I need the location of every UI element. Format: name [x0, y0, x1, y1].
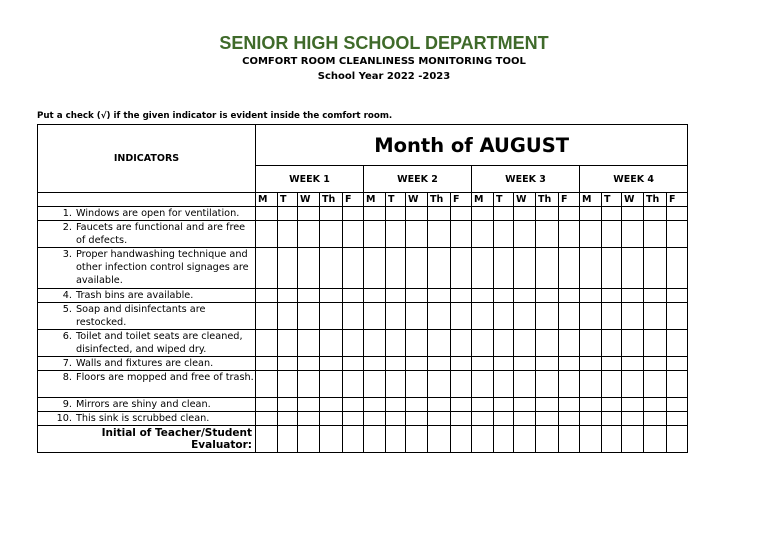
- check-cell[interactable]: [406, 357, 428, 371]
- initial-cell[interactable]: [559, 426, 580, 453]
- check-cell[interactable]: [406, 303, 428, 330]
- check-cell[interactable]: [256, 303, 278, 330]
- check-cell[interactable]: [406, 289, 428, 303]
- check-cell[interactable]: [559, 412, 580, 426]
- check-cell[interactable]: [559, 330, 580, 357]
- check-cell[interactable]: [278, 207, 298, 221]
- check-cell[interactable]: [472, 248, 494, 289]
- indicator-row: [38, 371, 688, 398]
- check-cell[interactable]: [644, 330, 667, 357]
- check-cell[interactable]: [580, 221, 602, 248]
- check-cell[interactable]: [622, 330, 644, 357]
- day-header-w4-m: M: [580, 193, 602, 207]
- check-cell[interactable]: [514, 398, 536, 412]
- check-cell[interactable]: [667, 357, 688, 371]
- indicator-text: Floors are mopped and free of trash.: [76, 372, 254, 383]
- check-cell[interactable]: [278, 289, 298, 303]
- indicator-cell: [38, 248, 256, 289]
- check-cell[interactable]: [386, 412, 406, 426]
- check-cell[interactable]: [364, 398, 386, 412]
- day-header-w3-th: Th: [536, 193, 559, 207]
- day-header-w1-f: F: [343, 193, 364, 207]
- check-cell[interactable]: [644, 398, 667, 412]
- check-cell[interactable]: [559, 221, 580, 248]
- check-cell[interactable]: [278, 357, 298, 371]
- initial-cell[interactable]: [278, 426, 298, 453]
- tool-subtitle: COMFORT ROOM CLEANLINESS MONITORING TOOL: [242, 56, 526, 67]
- check-cell[interactable]: [622, 412, 644, 426]
- check-cell[interactable]: [667, 330, 688, 357]
- check-cell[interactable]: [406, 330, 428, 357]
- check-cell[interactable]: [364, 303, 386, 330]
- check-cell[interactable]: [428, 221, 451, 248]
- week-header-2: WEEK 2: [364, 166, 472, 193]
- check-cell[interactable]: [343, 330, 364, 357]
- check-cell[interactable]: [667, 412, 688, 426]
- check-cell[interactable]: [559, 207, 580, 221]
- check-cell[interactable]: [256, 357, 278, 371]
- initial-cell[interactable]: [343, 426, 364, 453]
- check-cell[interactable]: [320, 303, 343, 330]
- check-cell[interactable]: [514, 221, 536, 248]
- check-cell[interactable]: [256, 207, 278, 221]
- check-cell[interactable]: [451, 330, 472, 357]
- check-cell[interactable]: [472, 412, 494, 426]
- check-cell[interactable]: [536, 330, 559, 357]
- indicator-cell: [38, 330, 256, 357]
- initial-cell[interactable]: [514, 426, 536, 453]
- check-cell[interactable]: [602, 357, 622, 371]
- check-cell[interactable]: [644, 207, 667, 221]
- check-cell[interactable]: [536, 412, 559, 426]
- check-cell[interactable]: [278, 371, 298, 398]
- day-header-w1-t: T: [278, 193, 298, 207]
- evaluator-row: [38, 426, 688, 453]
- indicator-number: 9.: [62, 399, 72, 410]
- day-header-w1-th: Th: [320, 193, 343, 207]
- initial-cell[interactable]: [644, 426, 667, 453]
- indicator-number: 6.: [62, 331, 72, 342]
- check-cell[interactable]: [472, 221, 494, 248]
- check-cell[interactable]: [536, 371, 559, 398]
- indicator-row: [38, 207, 688, 221]
- check-cell[interactable]: [298, 398, 320, 412]
- check-cell[interactable]: [536, 303, 559, 330]
- check-cell[interactable]: [364, 357, 386, 371]
- day-row-spacer: [38, 193, 256, 207]
- indicator-cell: [38, 357, 256, 371]
- check-cell[interactable]: [428, 248, 451, 289]
- check-cell[interactable]: [298, 303, 320, 330]
- check-cell[interactable]: [386, 330, 406, 357]
- check-cell[interactable]: [580, 371, 602, 398]
- check-cell[interactable]: [580, 330, 602, 357]
- check-cell[interactable]: [644, 303, 667, 330]
- check-cell[interactable]: [451, 207, 472, 221]
- indicator-text: Walls and fixtures are clean.: [76, 358, 214, 369]
- check-cell[interactable]: [256, 248, 278, 289]
- indicator-text: This sink is scrubbed clean.: [76, 413, 210, 424]
- check-cell[interactable]: [278, 398, 298, 412]
- check-cell[interactable]: [406, 207, 428, 221]
- check-cell[interactable]: [622, 289, 644, 303]
- check-cell[interactable]: [644, 412, 667, 426]
- day-header-w2-m: M: [364, 193, 386, 207]
- check-cell[interactable]: [428, 207, 451, 221]
- check-cell[interactable]: [320, 398, 343, 412]
- check-cell[interactable]: [343, 289, 364, 303]
- indicator-number: 1.: [62, 208, 72, 219]
- month-header: Month of AUGUST: [256, 125, 688, 166]
- initial-cell[interactable]: [406, 426, 428, 453]
- check-cell[interactable]: [256, 412, 278, 426]
- check-cell[interactable]: [406, 221, 428, 248]
- initial-cell[interactable]: [451, 426, 472, 453]
- check-cell[interactable]: [256, 371, 278, 398]
- check-cell[interactable]: [320, 371, 343, 398]
- indicator-row: [38, 357, 688, 371]
- check-cell[interactable]: [256, 330, 278, 357]
- day-header-w4-f: F: [667, 193, 688, 207]
- check-cell[interactable]: [364, 330, 386, 357]
- day-header-w3-m: M: [472, 193, 494, 207]
- initial-cell[interactable]: [622, 426, 644, 453]
- check-cell[interactable]: [536, 357, 559, 371]
- check-cell[interactable]: [343, 248, 364, 289]
- check-cell[interactable]: [298, 330, 320, 357]
- check-cell[interactable]: [406, 398, 428, 412]
- indicator-row: [38, 221, 688, 248]
- indicator-cell: [38, 303, 256, 330]
- day-header-w1-w: W: [298, 193, 320, 207]
- check-cell[interactable]: [451, 412, 472, 426]
- check-cell[interactable]: [386, 303, 406, 330]
- indicator-text: Toilet and toilet seats are cleaned, disinfected, and wiped dry.: [76, 331, 243, 355]
- indicator-cell: [38, 412, 256, 426]
- monitoring-table: [37, 124, 688, 453]
- check-cell[interactable]: [602, 330, 622, 357]
- check-cell[interactable]: [580, 303, 602, 330]
- check-cell[interactable]: [580, 412, 602, 426]
- check-cell[interactable]: [622, 398, 644, 412]
- indicator-number: 4.: [62, 290, 72, 301]
- check-cell[interactable]: [386, 248, 406, 289]
- check-cell[interactable]: [559, 303, 580, 330]
- initial-cell[interactable]: [472, 426, 494, 453]
- check-cell[interactable]: [320, 289, 343, 303]
- check-cell[interactable]: [320, 207, 343, 221]
- day-header-w3-t: T: [494, 193, 514, 207]
- check-cell[interactable]: [298, 221, 320, 248]
- check-cell[interactable]: [364, 371, 386, 398]
- check-cell[interactable]: [406, 412, 428, 426]
- check-cell[interactable]: [343, 303, 364, 330]
- day-header-w2-th: Th: [428, 193, 451, 207]
- check-cell[interactable]: [364, 221, 386, 248]
- check-cell[interactable]: [406, 248, 428, 289]
- day-header-w1-m: M: [256, 193, 278, 207]
- check-cell[interactable]: [602, 289, 622, 303]
- initial-cell[interactable]: [386, 426, 406, 453]
- indicator-row: [38, 248, 688, 289]
- check-cell[interactable]: [559, 398, 580, 412]
- indicator-text: Mirrors are shiny and clean.: [76, 399, 211, 410]
- indicator-cell: [38, 371, 256, 398]
- check-cell[interactable]: [320, 248, 343, 289]
- check-cell[interactable]: [472, 207, 494, 221]
- day-header-w3-w: W: [514, 193, 536, 207]
- check-cell[interactable]: [406, 371, 428, 398]
- check-cell[interactable]: [278, 303, 298, 330]
- day-header-w4-w: W: [622, 193, 644, 207]
- check-cell[interactable]: [386, 207, 406, 221]
- check-cell[interactable]: [298, 412, 320, 426]
- check-cell[interactable]: [514, 248, 536, 289]
- check-cell[interactable]: [667, 303, 688, 330]
- check-cell[interactable]: [536, 221, 559, 248]
- check-cell[interactable]: [472, 371, 494, 398]
- check-cell[interactable]: [386, 357, 406, 371]
- indicator-cell: [38, 207, 256, 221]
- indicator-number: 10.: [56, 413, 72, 424]
- check-cell[interactable]: [320, 330, 343, 357]
- day-row: [38, 193, 688, 207]
- check-cell[interactable]: [580, 207, 602, 221]
- check-cell[interactable]: [278, 330, 298, 357]
- check-cell[interactable]: [364, 248, 386, 289]
- check-cell[interactable]: [451, 221, 472, 248]
- indicator-cell: [38, 398, 256, 412]
- school-year: School Year 2022 -2023: [317, 71, 451, 82]
- check-cell[interactable]: [494, 207, 514, 221]
- check-cell[interactable]: [451, 371, 472, 398]
- check-cell[interactable]: [559, 357, 580, 371]
- check-cell[interactable]: [622, 357, 644, 371]
- check-cell[interactable]: [343, 221, 364, 248]
- check-cell[interactable]: [602, 398, 622, 412]
- check-cell[interactable]: [298, 207, 320, 221]
- check-cell[interactable]: [667, 289, 688, 303]
- initial-cell[interactable]: [667, 426, 688, 453]
- check-cell[interactable]: [343, 412, 364, 426]
- check-cell[interactable]: [343, 371, 364, 398]
- check-cell[interactable]: [472, 330, 494, 357]
- indicator-number: 2.: [62, 222, 72, 233]
- check-cell[interactable]: [428, 412, 451, 426]
- check-cell[interactable]: [386, 221, 406, 248]
- check-cell[interactable]: [298, 357, 320, 371]
- check-cell[interactable]: [364, 207, 386, 221]
- indicator-number: 3.: [62, 249, 72, 260]
- check-cell[interactable]: [494, 330, 514, 357]
- day-header-w2-w: W: [406, 193, 428, 207]
- check-cell[interactable]: [514, 412, 536, 426]
- check-cell[interactable]: [451, 289, 472, 303]
- check-cell[interactable]: [494, 398, 514, 412]
- initial-cell[interactable]: [256, 426, 278, 453]
- evaluator-label: Initial of Teacher/Student Evaluator:: [38, 426, 256, 453]
- indicator-number: 5.: [62, 304, 72, 315]
- check-cell[interactable]: [428, 330, 451, 357]
- check-cell[interactable]: [644, 248, 667, 289]
- check-cell[interactable]: [278, 412, 298, 426]
- check-cell[interactable]: [386, 289, 406, 303]
- indicator-row: [38, 398, 688, 412]
- check-cell[interactable]: [644, 357, 667, 371]
- check-cell[interactable]: [298, 371, 320, 398]
- check-cell[interactable]: [559, 371, 580, 398]
- check-cell[interactable]: [256, 289, 278, 303]
- day-header-w4-t: T: [602, 193, 622, 207]
- check-cell[interactable]: [472, 303, 494, 330]
- check-cell[interactable]: [451, 303, 472, 330]
- initial-cell[interactable]: [298, 426, 320, 453]
- check-cell[interactable]: [514, 289, 536, 303]
- check-cell[interactable]: [644, 289, 667, 303]
- check-cell[interactable]: [622, 371, 644, 398]
- department-title: SENIOR HIGH SCHOOL DEPARTMENT: [219, 33, 549, 53]
- indicator-row: [38, 289, 688, 303]
- check-cell[interactable]: [298, 248, 320, 289]
- day-header-w2-t: T: [386, 193, 406, 207]
- check-cell[interactable]: [428, 371, 451, 398]
- check-cell[interactable]: [494, 357, 514, 371]
- initial-cell[interactable]: [320, 426, 343, 453]
- check-cell[interactable]: [644, 371, 667, 398]
- initial-cell[interactable]: [580, 426, 602, 453]
- indicator-number: 8.: [62, 372, 72, 383]
- check-cell[interactable]: [298, 289, 320, 303]
- check-cell[interactable]: [472, 289, 494, 303]
- check-cell[interactable]: [494, 289, 514, 303]
- check-cell[interactable]: [343, 398, 364, 412]
- check-cell[interactable]: [602, 248, 622, 289]
- check-cell[interactable]: [644, 221, 667, 248]
- check-cell[interactable]: [428, 289, 451, 303]
- check-cell[interactable]: [320, 221, 343, 248]
- check-cell[interactable]: [580, 357, 602, 371]
- week-header-4: WEEK 4: [580, 166, 688, 193]
- check-cell[interactable]: [514, 207, 536, 221]
- check-cell[interactable]: [494, 412, 514, 426]
- check-cell[interactable]: [622, 303, 644, 330]
- indicator-text: Proper handwashing technique and other infection control signages are available.: [76, 249, 249, 286]
- check-cell[interactable]: [602, 412, 622, 426]
- check-cell[interactable]: [494, 248, 514, 289]
- initial-cell[interactable]: [536, 426, 559, 453]
- indicator-row: [38, 330, 688, 357]
- check-cell[interactable]: [320, 412, 343, 426]
- check-cell[interactable]: [514, 303, 536, 330]
- check-cell[interactable]: [343, 207, 364, 221]
- check-cell[interactable]: [494, 303, 514, 330]
- check-cell[interactable]: [364, 289, 386, 303]
- indicator-text: Windows are open for ventilation.: [76, 208, 240, 219]
- day-header-w4-th: Th: [644, 193, 667, 207]
- check-cell[interactable]: [559, 248, 580, 289]
- check-cell[interactable]: [514, 371, 536, 398]
- day-header-w2-f: F: [451, 193, 472, 207]
- check-cell[interactable]: [514, 330, 536, 357]
- check-cell[interactable]: [536, 289, 559, 303]
- check-cell[interactable]: [602, 371, 622, 398]
- check-cell[interactable]: [580, 289, 602, 303]
- check-cell[interactable]: [602, 207, 622, 221]
- check-cell[interactable]: [386, 398, 406, 412]
- indicator-text: Soap and disinfectants are restocked.: [76, 304, 206, 328]
- indicator-cell: [38, 289, 256, 303]
- week-header-3: WEEK 3: [472, 166, 580, 193]
- check-cell[interactable]: [494, 371, 514, 398]
- check-cell[interactable]: [536, 207, 559, 221]
- check-cell[interactable]: [386, 371, 406, 398]
- indicator-row: [38, 303, 688, 330]
- check-cell[interactable]: [667, 207, 688, 221]
- indicator-cell: [38, 221, 256, 248]
- week-header-1: WEEK 1: [256, 166, 364, 193]
- indicator-row: [38, 412, 688, 426]
- check-cell[interactable]: [451, 248, 472, 289]
- check-cell[interactable]: [428, 398, 451, 412]
- check-cell[interactable]: [472, 357, 494, 371]
- check-cell[interactable]: [514, 357, 536, 371]
- check-cell[interactable]: [494, 221, 514, 248]
- day-header-w3-f: F: [559, 193, 580, 207]
- month-row: [38, 125, 688, 166]
- check-cell[interactable]: [667, 398, 688, 412]
- check-cell[interactable]: [667, 221, 688, 248]
- check-cell[interactable]: [622, 207, 644, 221]
- check-cell[interactable]: [536, 248, 559, 289]
- check-cell[interactable]: [256, 221, 278, 248]
- check-cell[interactable]: [278, 221, 298, 248]
- check-cell[interactable]: [667, 248, 688, 289]
- check-cell[interactable]: [602, 303, 622, 330]
- check-cell[interactable]: [428, 357, 451, 371]
- check-cell[interactable]: [343, 357, 364, 371]
- initial-cell[interactable]: [364, 426, 386, 453]
- check-cell[interactable]: [451, 357, 472, 371]
- indicator-text: Trash bins are available.: [76, 290, 194, 301]
- check-cell[interactable]: [451, 398, 472, 412]
- check-cell[interactable]: [364, 412, 386, 426]
- check-cell[interactable]: [428, 303, 451, 330]
- initial-cell[interactable]: [602, 426, 622, 453]
- instruction-text: Put a check (√) if the given indicator is evident inside the comfort room.: [37, 111, 393, 121]
- check-cell[interactable]: [278, 248, 298, 289]
- initial-cell[interactable]: [494, 426, 514, 453]
- check-cell[interactable]: [622, 248, 644, 289]
- check-cell[interactable]: [472, 398, 494, 412]
- check-cell[interactable]: [559, 289, 580, 303]
- initial-cell[interactable]: [428, 426, 451, 453]
- indicators-header: INDICATORS: [38, 125, 256, 193]
- indicator-number: 7.: [62, 358, 72, 369]
- check-cell[interactable]: [580, 398, 602, 412]
- check-cell[interactable]: [580, 248, 602, 289]
- indicator-text: Faucets are functional and are free of defects.: [76, 222, 246, 246]
- check-cell[interactable]: [667, 371, 688, 398]
- check-cell[interactable]: [622, 221, 644, 248]
- check-cell[interactable]: [602, 221, 622, 248]
- check-cell[interactable]: [536, 398, 559, 412]
- check-cell[interactable]: [256, 398, 278, 412]
- check-cell[interactable]: [320, 357, 343, 371]
